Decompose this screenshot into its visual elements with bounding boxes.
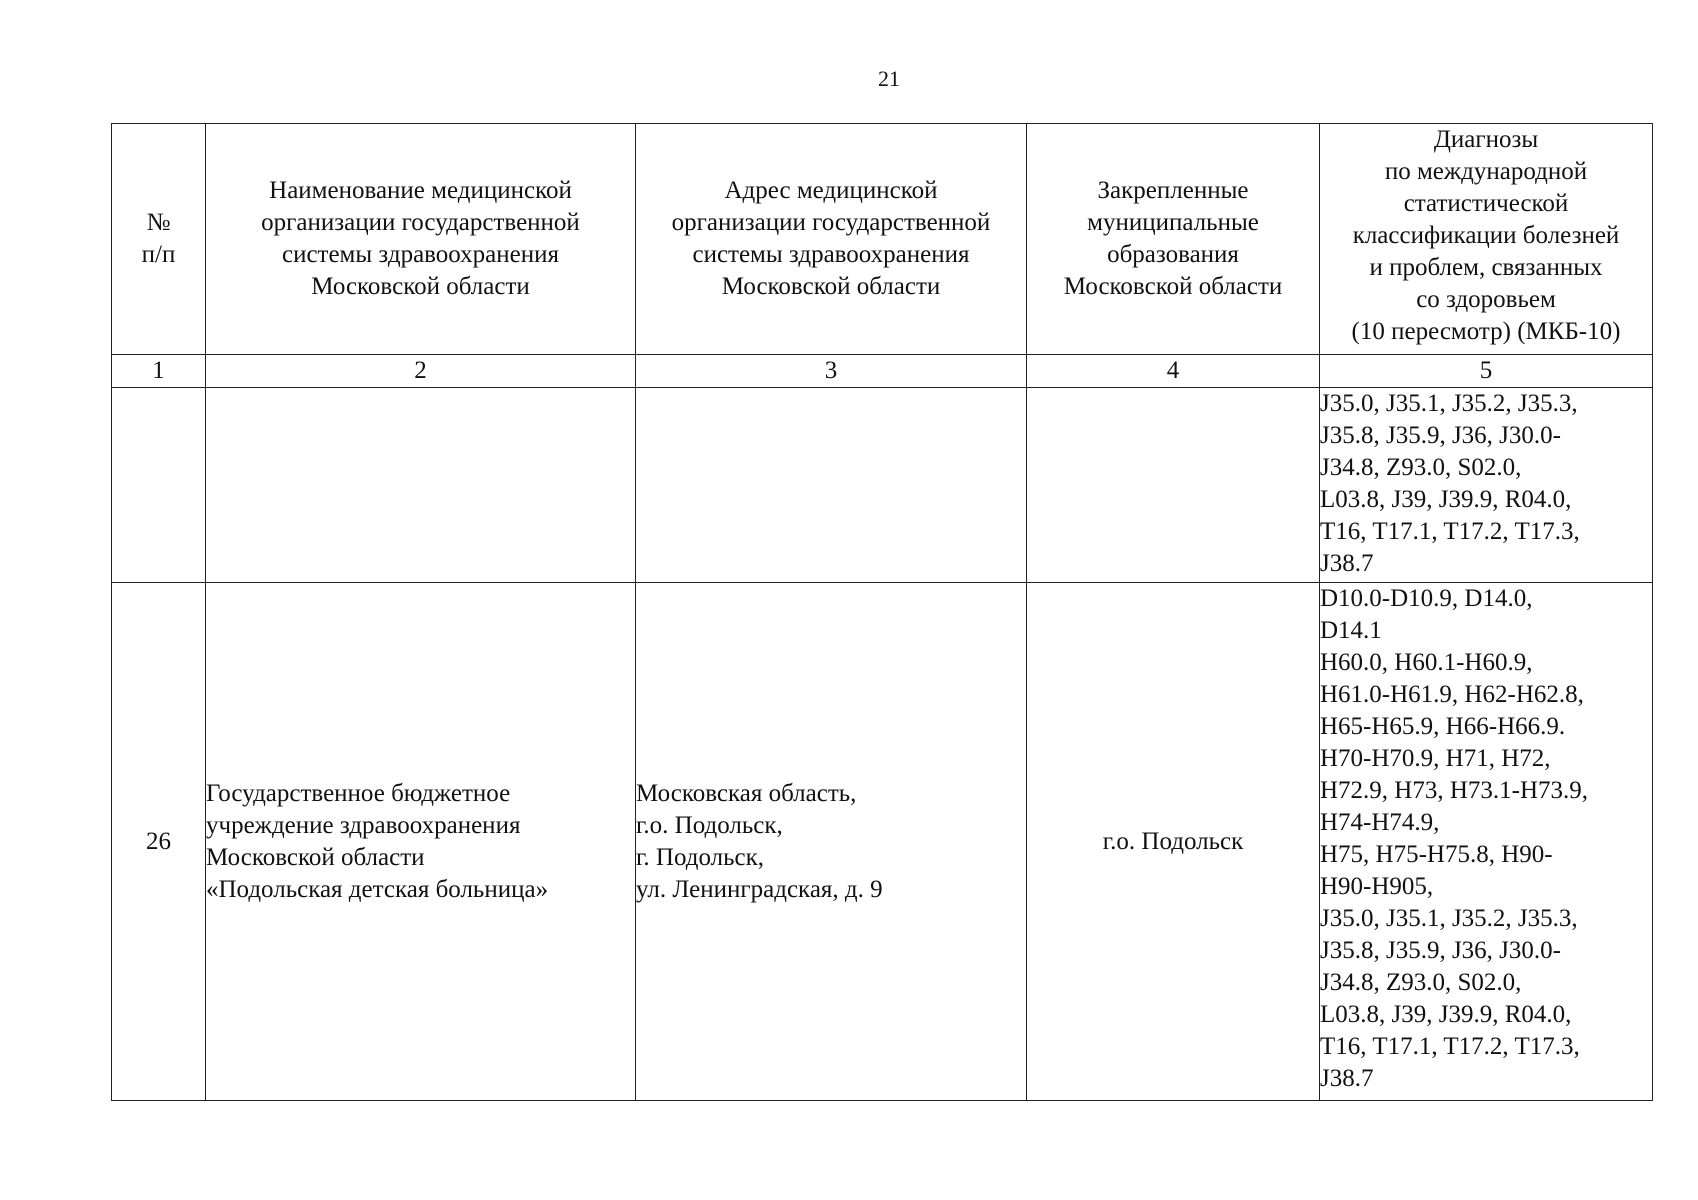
- address-line: г. Подольск,: [636, 843, 765, 871]
- header-cell-municipality: [1027, 124, 1320, 355]
- code-line: D14.1: [1320, 617, 1382, 644]
- address-line: ул. Ленинградская, д. 9: [636, 875, 883, 903]
- code-line: J35.8, J35.9, J36, J30.0-: [1320, 937, 1561, 964]
- code-line: T16, T17.1, T17.2, T17.3,: [1320, 1033, 1580, 1060]
- row-number-cell: 26: [112, 583, 206, 1101]
- header-line: Наименование медицинской: [269, 177, 572, 204]
- code-line: J38.7: [1320, 550, 1374, 577]
- code-line: J35.0, J35.1, J35.2, J35.3,: [1320, 905, 1578, 932]
- page-number: 21: [878, 66, 900, 91]
- diagnosis-codes-cell: [1320, 388, 1653, 583]
- header-line: организации государственной: [261, 209, 580, 236]
- code-line: H90-H905,: [1320, 873, 1434, 900]
- organization-name-cell: [206, 583, 636, 1101]
- municipality-cell: [1027, 388, 1320, 583]
- code-line: J38.7: [1320, 1065, 1374, 1092]
- table-row: [112, 388, 1653, 583]
- header-line: Диагнозы: [1433, 126, 1539, 153]
- column-number-cell: 3: [636, 355, 1027, 388]
- name-line: учреждение здравоохранения: [206, 811, 521, 839]
- header-line: (10 пересмотр) (МКБ-10): [1351, 318, 1621, 345]
- code-line: H60.0, H60.1-H60.9,: [1320, 649, 1533, 676]
- header-line: Адрес медицинской: [724, 177, 938, 204]
- header-line: системы здравоохранения: [692, 241, 970, 268]
- header-line: Московской области: [721, 273, 941, 300]
- municipality-cell: г.о. Подольск: [1027, 583, 1320, 1101]
- facilities-table: [111, 123, 1653, 1101]
- code-line: H72.9, H73, H73.1-H73.9,: [1320, 777, 1589, 804]
- column-number-cell: 2: [206, 355, 636, 388]
- code-line: J34.8, Z93.0, S02.0,: [1320, 454, 1522, 481]
- address-line: Московская область,: [636, 779, 857, 807]
- header-cell-number: [112, 124, 206, 355]
- name-line: Государственное бюджетное: [206, 779, 511, 807]
- header-line: Московской области: [1063, 273, 1283, 300]
- column-number-row: [112, 355, 1653, 388]
- header-line: по международной: [1384, 158, 1588, 185]
- header-cell-address: [636, 124, 1027, 355]
- code-line: H65-H65.9, H66-H66.9.: [1320, 713, 1566, 740]
- header-line: классификации болезней: [1352, 222, 1620, 249]
- code-line: D10.0-D10.9, D14.0,: [1320, 585, 1533, 612]
- name-line: Московской области: [206, 843, 425, 871]
- column-number-cell: 1: [112, 355, 206, 388]
- header-line: Закрепленные: [1097, 177, 1249, 204]
- column-number-cell: 4: [1027, 355, 1320, 388]
- header-line: п/п: [141, 241, 176, 268]
- code-line: H61.0-H61.9, H62-H62.8,: [1320, 681, 1584, 708]
- header-line: системы здравоохранения: [281, 241, 560, 268]
- header-line: образования: [1107, 241, 1239, 268]
- header-line: Московской области: [311, 273, 530, 300]
- code-line: H70-H70.9, H71, H72,: [1320, 745, 1551, 772]
- name-line: «Подольская детская больница»: [206, 875, 549, 903]
- header-cell-name: [206, 124, 636, 355]
- table-header-row: [112, 124, 1653, 355]
- code-line: J34.8, Z93.0, S02.0,: [1320, 969, 1522, 996]
- code-line: H75, H75-H75.8, H90-: [1320, 841, 1553, 868]
- code-line: J35.8, J35.9, J36, J30.0-: [1320, 422, 1561, 449]
- header-line: статистической: [1403, 190, 1569, 217]
- code-line: L03.8, J39, J39.9, R04.0,: [1320, 1001, 1572, 1028]
- code-line: J35.0, J35.1, J35.2, J35.3,: [1320, 390, 1578, 417]
- row-number-cell: [112, 388, 206, 583]
- header-line: со здоровьем: [1416, 286, 1556, 313]
- code-line: H74-H74.9,: [1320, 809, 1440, 836]
- header-cell-diagnoses: [1320, 124, 1653, 355]
- organization-name-cell: [206, 388, 636, 583]
- code-line: L03.8, J39, J39.9, R04.0,: [1320, 486, 1572, 513]
- diagnosis-codes-cell: [1320, 583, 1653, 1101]
- column-number-cell: 5: [1320, 355, 1653, 388]
- address-cell: [636, 583, 1027, 1101]
- header-line: муниципальные: [1087, 209, 1259, 236]
- table-row: [112, 583, 1653, 1101]
- header-line: и проблем, связанных: [1369, 254, 1603, 281]
- header-line: организации государственной: [671, 209, 991, 236]
- code-line: T16, T17.1, T17.2, T17.3,: [1320, 518, 1580, 545]
- header-line: №: [146, 209, 171, 236]
- address-cell: [636, 388, 1027, 583]
- address-line: г.о. Подольск,: [636, 811, 783, 839]
